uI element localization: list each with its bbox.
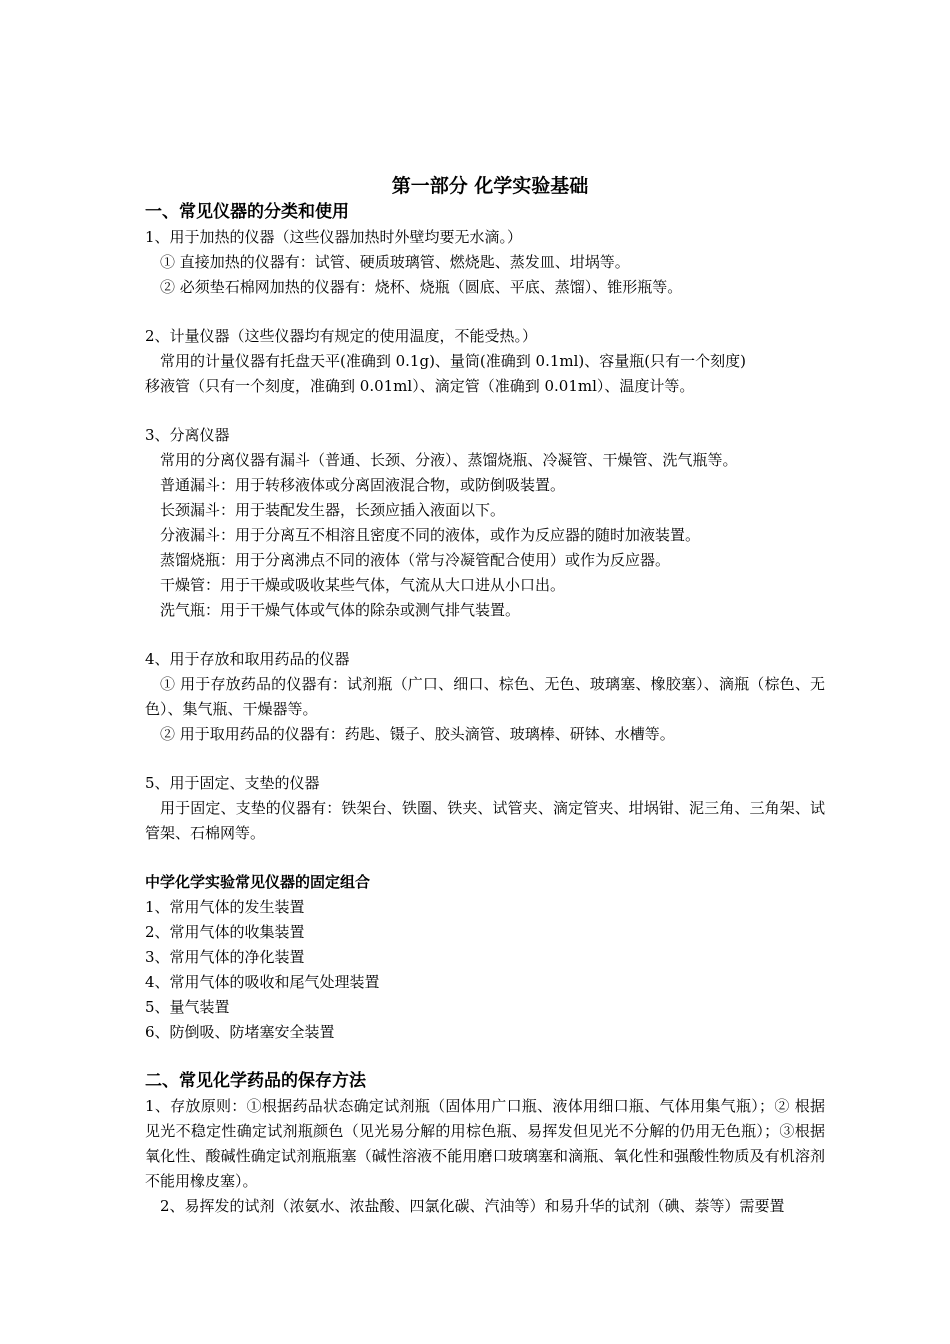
- sub1-item2: ② 必须垫石棉网加热的仪器有：烧杯、烧瓶（圆底、平底、蒸馏）、锥形瓶等。: [160, 278, 683, 296]
- sub3-line: 普通漏斗：用于转移液体或分离固液混合物，或防倒吸装置。: [160, 476, 566, 494]
- page-title: 第一部分 化学实验基础: [391, 175, 589, 197]
- sub2-line1: 常用的计量仪器有托盘天平(准确到 0.1g)、量筒(准确到 0.1ml)、容量瓶(只有一个刻度): [160, 352, 746, 370]
- sub3-line: 分液漏斗：用于分离互不相溶且密度不同的液体，或作为反应器的随时加液装置。: [160, 526, 701, 544]
- sub1-heading: 1、用于加热的仪器（这些仪器加热时外壁均要无水滴。）: [145, 228, 523, 246]
- sub2-line2: 移液管（只有一个刻度，准确到 0.01ml）、滴定管（准确到 0.01ml）、温度计等。: [145, 377, 695, 395]
- sub5-text: 用于固定、支垫的仪器有：铁架台、铁圈、铁夹、试管夹、滴定管夹、坩埚钳、泥三角、三角架、试管架、石棉网等。: [145, 799, 825, 842]
- section2-heading: 二、常见化学药品的保存方法: [145, 1071, 366, 1091]
- sub2-heading: 2、计量仪器（这些仪器均有规定的使用温度，不能受热。）: [145, 327, 538, 345]
- combo-item: 4、常用气体的吸收和尾气处理装置: [145, 973, 380, 991]
- sub4-item2: ② 用于取用药品的仪器有：药匙、镊子、胶头滴管、玻璃棒、研钵、水槽等。: [160, 725, 675, 743]
- sub4-item1: ① 用于存放药品的仪器有：试剂瓶（广口、细口、棕色、无色、玻璃塞、橡胶塞）、滴瓶（棕色、无色）、集气瓶、干燥器等。: [145, 675, 825, 718]
- combo-item: 1、常用气体的发生装置: [145, 898, 305, 916]
- sub3-line: 常用的分离仪器有漏斗（普通、长颈、分液）、蒸馏烧瓶、冷凝管、干燥管、洗气瓶等。: [160, 451, 738, 469]
- combo-item: 2、常用气体的收集装置: [145, 923, 305, 941]
- document-body: [145, 172, 825, 1219]
- combo-item: 3、常用气体的净化装置: [145, 948, 305, 966]
- section1-heading: 一、常见仪器的分类和使用: [145, 202, 349, 222]
- section2-para2: 2、易挥发的试剂（浓氨水、浓盐酸、四氯化碳、汽油等）和易升华的试剂（碘、萘等）需要置: [160, 1197, 785, 1215]
- combo-item: 6、防倒吸、防堵塞安全装置: [145, 1023, 335, 1041]
- sub3-heading: 3、分离仪器: [145, 426, 230, 444]
- combo-item: 5、量气装置: [145, 998, 230, 1016]
- sub3-line: 洗气瓶：用于干燥气体或气体的除杂或测气排气装置。: [160, 601, 521, 619]
- sub5-heading: 5、用于固定、支垫的仪器: [145, 774, 320, 792]
- sub3-line: 干燥管：用于干燥或吸收某些气体，气流从大口进从小口出。: [160, 576, 566, 594]
- section2-para1: 1、存放原则：①根据药品状态确定试剂瓶（固体用广口瓶、液体用细口瓶、气体用集气瓶）；② 根据见光不稳定性确定试剂瓶颜色（见光易分解的用棕色瓶、易挥发但见光不分解的仍用无色瓶）；③根据氧化性、酸碱性确定试剂瓶瓶塞（碱性溶液不能用磨口玻璃塞和滴瓶、氧化性和强酸性物质及有机溶剂不能用橡皮塞）。: [145, 1097, 825, 1190]
- sub4-heading: 4、用于存放和取用药品的仪器: [145, 650, 350, 668]
- sub3-line: 长颈漏斗：用于装配发生器，长颈应插入液面以下。: [160, 501, 506, 519]
- sub3-line: 蒸馏烧瓶：用于分离沸点不同的液体（常与冷凝管配合使用）或作为反应器。: [160, 551, 671, 569]
- combo-heading: 中学化学实验常见仪器的固定组合: [145, 873, 371, 891]
- sub1-item1: ① 直接加热的仪器有：试管、硬质玻璃管、燃烧匙、蒸发皿、坩埚等。: [160, 253, 630, 271]
